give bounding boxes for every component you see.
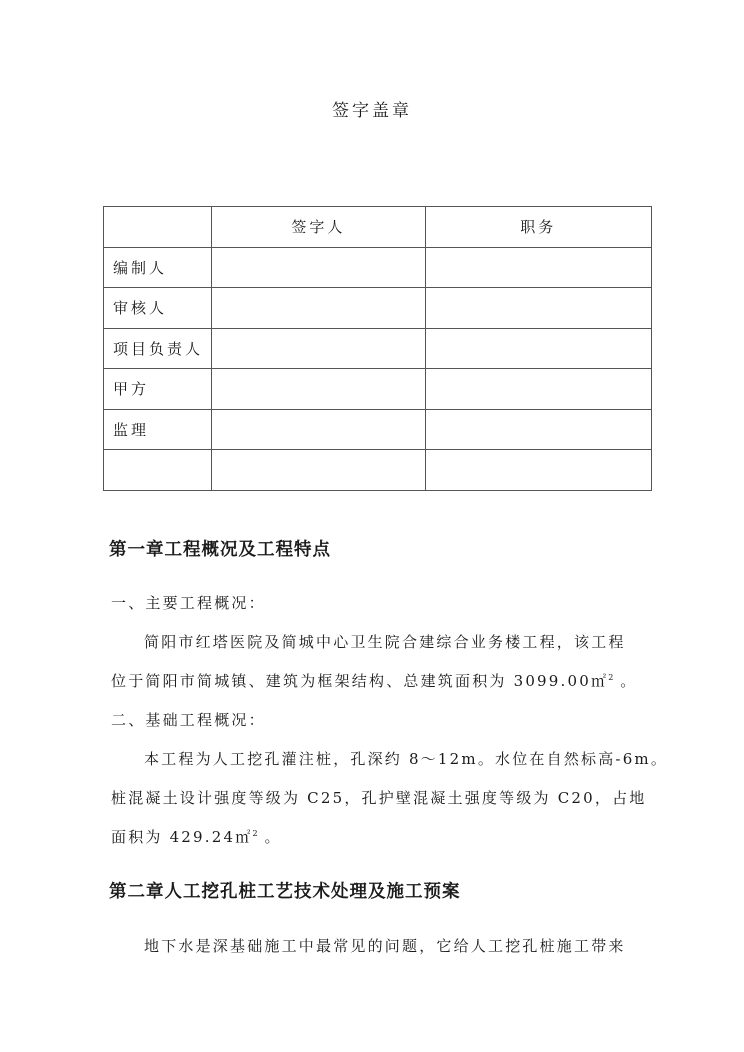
paragraph-line: 简阳市红塔医院及简城中心卫生院合建综合业务楼工程，该工程	[144, 633, 626, 651]
table-row	[104, 450, 652, 491]
paragraph-line: 地下水是深基础施工中最常见的问题，它给人工挖孔桩施工带来	[144, 937, 626, 955]
role-cell	[104, 450, 212, 491]
table-row	[104, 409, 652, 450]
header-cell-empty	[104, 207, 212, 248]
superscript: 2	[252, 829, 258, 838]
table-row	[104, 288, 652, 329]
signer-cell[interactable]	[212, 288, 425, 329]
signer-cell[interactable]	[212, 409, 425, 450]
text: 位于简阳市简城镇、建筑为框架结构、总建筑面积为 3099.00㎡	[111, 672, 609, 690]
position-cell[interactable]	[425, 409, 651, 450]
table-row	[104, 369, 652, 410]
signer-cell[interactable]	[212, 450, 425, 491]
role-cell: 编制人	[104, 247, 212, 288]
role-cell: 监理	[104, 409, 212, 450]
position-cell[interactable]	[425, 369, 651, 410]
chapter1-heading: 第一章工程概况及工程特点	[109, 540, 331, 560]
table-row	[104, 328, 652, 369]
role-cell: 审核人	[104, 288, 212, 329]
text: 。	[613, 672, 638, 690]
paragraph-line: 桩混凝土设计强度等级为 C25，孔护壁混凝土强度等级为 C20，占地	[111, 789, 647, 807]
position-cell[interactable]	[425, 247, 651, 288]
superscript: 2	[608, 673, 614, 682]
role-cell: 甲方	[104, 369, 212, 410]
chapter2-heading: 第二章人工挖孔桩工艺技术处理及施工预案	[109, 882, 461, 902]
signer-cell[interactable]	[212, 328, 425, 369]
paragraph-line	[111, 826, 282, 847]
text: 。	[257, 828, 282, 846]
section2-heading: 二、基础工程概况：	[111, 711, 266, 729]
page-title: 签字盖章	[332, 101, 412, 121]
position-cell[interactable]	[425, 328, 651, 369]
signer-cell[interactable]	[212, 369, 425, 410]
text: 面积为 429.24㎡	[111, 828, 253, 846]
paragraph-line: 本工程为人工挖孔灌注桩，孔深约 8～12m。水位在自然标高-6m。	[144, 750, 669, 768]
position-cell[interactable]	[425, 288, 651, 329]
table-row	[104, 247, 652, 288]
signature-table	[103, 206, 652, 491]
header-cell-signer: 签字人	[212, 207, 425, 248]
position-cell[interactable]	[425, 450, 651, 491]
table-header-row	[104, 207, 652, 248]
signer-cell[interactable]	[212, 247, 425, 288]
paragraph-line	[111, 670, 637, 691]
role-cell: 项目负责人	[104, 328, 212, 369]
section1-heading: 一、主要工程概况：	[111, 594, 266, 612]
header-cell-position: 职务	[425, 207, 651, 248]
